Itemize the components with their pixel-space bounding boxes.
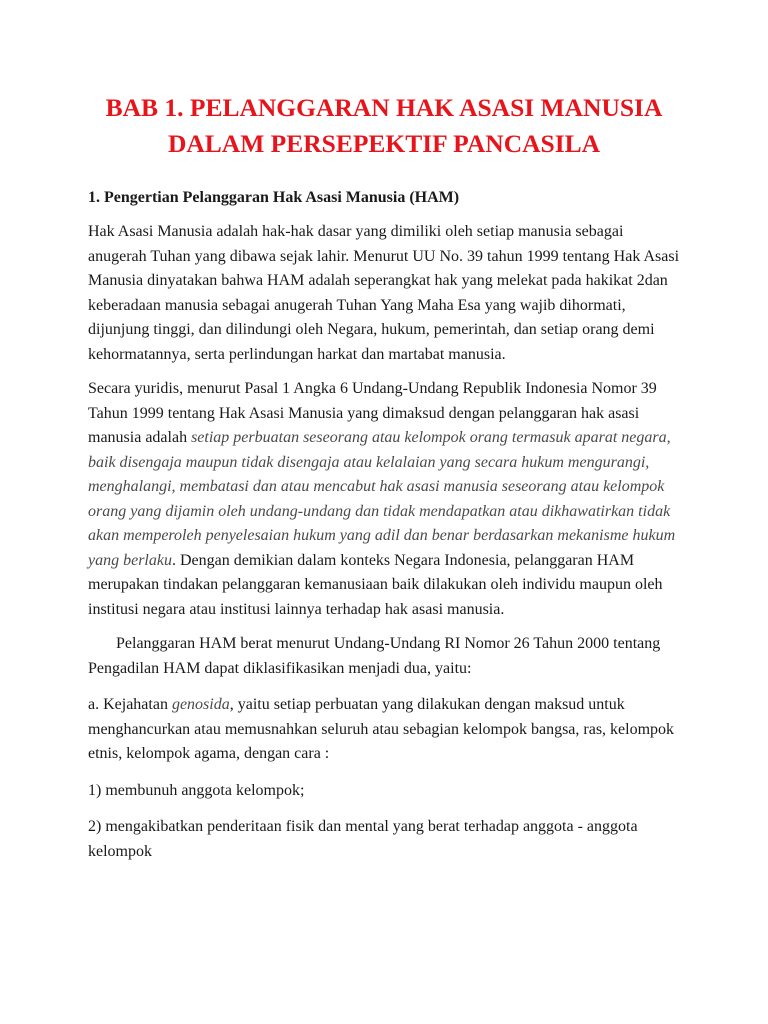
list-item-a-lead: a. Kejahatan: [88, 696, 172, 713]
list-item-2: 2) mengakibatkan penderitaan fisik dan mental yang berat terhadap anggota - anggota kelompok: [88, 818, 638, 860]
paragraph-juridical: [88, 377, 680, 622]
chapter-title: [88, 90, 680, 162]
chapter-title-line-1: BAB 1. PELANGGARAN HAK ASASI MANUSIA: [105, 93, 663, 122]
genocide-term: genosida: [171, 696, 230, 713]
list-item-1: 1) membunuh anggota kelompok;: [88, 781, 305, 799]
paragraph-classification: Pelanggaran HAM berat menurut Undang-Undang RI Nomor 26 Tahun 2000 tentang Pengadilan HAM dapat diklasifikasikan menjadi dua, yaitu:: [88, 635, 661, 677]
paragraph-juridical-tail: . Dengan demikian dalam konteks Negara Indonesia, pelanggaran HAM merupakan tindakan pelanggaran kemanusiaan baik dilakukan oleh individu maupun oleh institusi negara atau institusi lainnya terhadap hak asasi manusia.: [88, 551, 663, 618]
section-heading: 1. Pengertian Pelanggaran Hak Asasi Manusia (HAM): [88, 189, 460, 206]
paragraph-definition: Hak Asasi Manusia adalah hak-hak dasar yang dimiliki oleh setiap manusia sebagai anugerah Tuhan yang dibawa sejak lahir. Menurut UU No. 39 tahun 1999 tentang Hak Asasi Manusia dinyatakan bahwa HAM adalah seperangkat hak yang melekat pada hakikat 2dan keberadaan manusia sebagai anugerah Tuhan Yang Maha Esa yang wajib dihormati, dijunjung tinggi, dan dilindungi oleh Negara, hukum, pemerintah, dan setiap orang demi kehormatannya, serta perlindungan harkat dan martabat manusia.: [88, 223, 680, 363]
list-item-a: [88, 693, 680, 767]
legal-definition-quote: setiap perbuatan seseorang atau kelompok orang termasuk aparat negara, baik disengaja maupun tidak disengaja atau kelalaian yang secara hukum mengurangi, menghalangi, membatasi dan atau mencabut hak asasi manusia seseorang atau kelompok orang yang dijamin oleh undang-undang dan tidak mendapatkan atau dikhawatirkan tidak akan memperoleh penyelesaian hukum yang adil dan benar berdasarkan mekanisme hukum yang berlaku: [88, 429, 676, 569]
chapter-title-line-2: DALAM PERSEPEKTIF PANCASILA: [167, 129, 601, 158]
list-item-a-tail: , yaitu setiap perbuatan yang dilakukan dengan maksud untuk menghancurkan atau memusnahkan seluruh atau sebagian kelompok bangsa, ras, kelompok etnis, kelompok agama, dengan cara :: [88, 696, 675, 762]
paragraph-juridical-lead: Secara yuridis, menurut Pasal 1 Angka 6 Undang-Undang Republik Indonesia Nomor 39 Tahun 1999 tentang Hak Asasi Manusia yang dimaksud dengan pelanggaran hak asasi manusia adalah: [88, 380, 657, 446]
